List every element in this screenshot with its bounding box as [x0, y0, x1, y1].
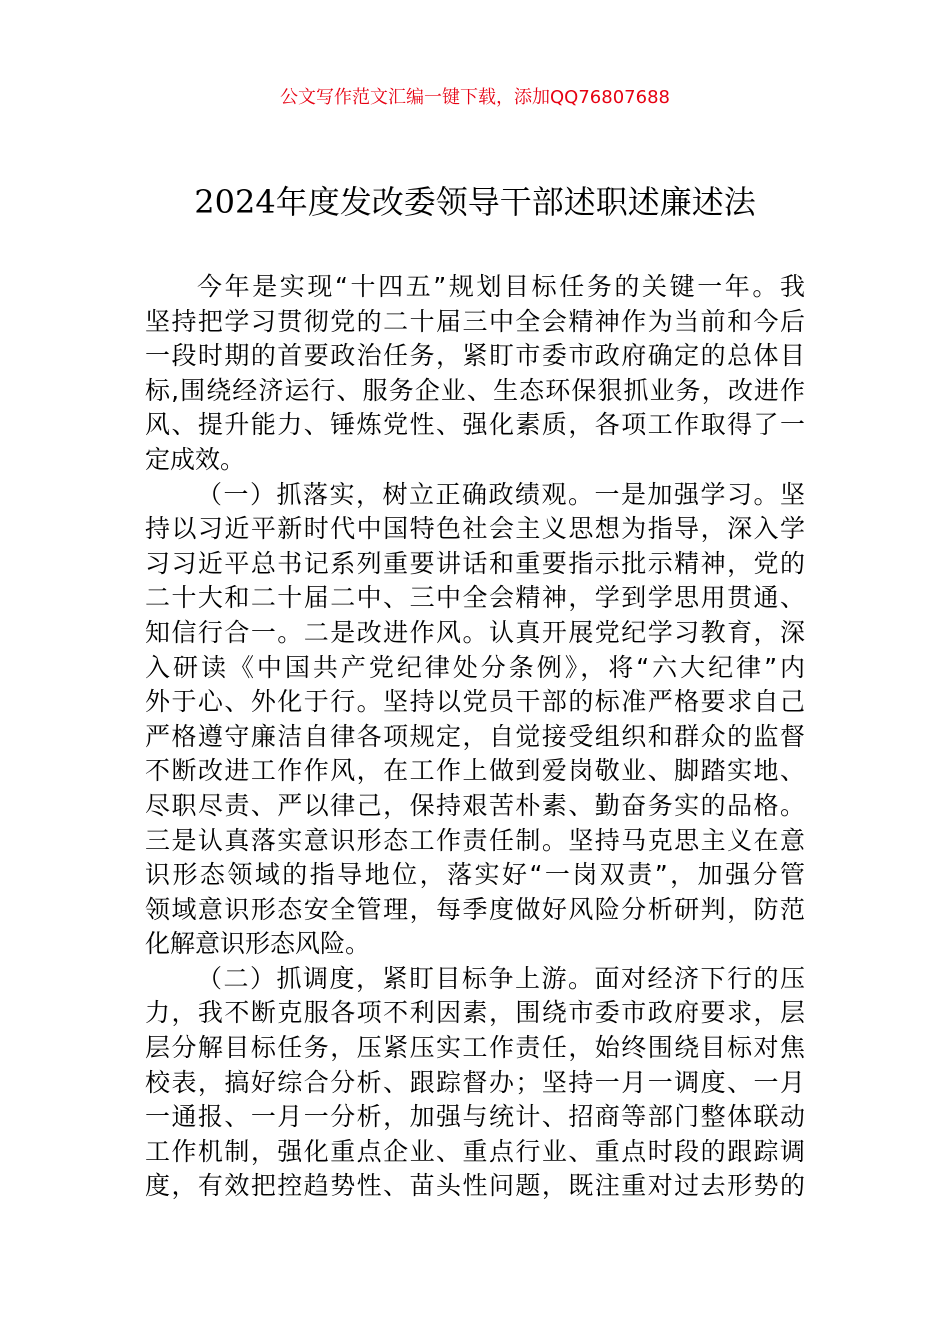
- paragraph-line: 坚持把学习贯彻党的二十届三中全会精神作为当前和今后: [145, 306, 805, 336]
- paragraph-line: 尽职尽责、严以律己，保持艰苦朴素、勤奋务实的品格。: [145, 790, 805, 820]
- paragraph-line: 定成效。: [145, 444, 246, 474]
- paragraph-line: 外于心、外化于行。坚持以党员干部的标准严格要求自己: [145, 687, 805, 717]
- paragraph-line: 一通报、一月一分析，加强与统计、招商等部门整体联动: [145, 1102, 805, 1132]
- paragraph-line: 工作机制，强化重点企业、重点行业、重点时段的跟踪调: [145, 1136, 805, 1166]
- paragraph-line: 二十大和二十届二中、三中全会精神，学到学思用贯通、: [145, 583, 805, 613]
- paragraph-line: 领域意识形态安全管理，每季度做好风险分析研判，防范: [145, 894, 805, 924]
- paragraph-line: 一段时期的首要政治任务，紧盯市委市政府确定的总体目: [145, 341, 805, 371]
- paragraph-line: 不断改进工作作风，在工作上做到爱岗敬业、脚踏实地、: [145, 756, 805, 786]
- paragraph-line: （二）抓调度，紧盯目标争上游。面对经济下行的压: [197, 963, 805, 993]
- document-title: 2024年度发改委领导干部述职述廉述法: [194, 183, 756, 221]
- paragraph: [145, 478, 805, 962]
- paragraph: [145, 962, 805, 1204]
- paragraph-line: 今年是实现“十四五”规划目标任务的关键一年。我: [197, 272, 805, 301]
- paragraph-line: 标,围绕经济运行、服务企业、生态环保狠抓业务，改进作: [145, 375, 805, 405]
- paragraph-line: 持以习近平新时代中国特色社会主义思想为指导，深入学: [145, 514, 805, 544]
- document-body: [145, 270, 805, 1204]
- paragraph-line: 化解意识形态风险。: [145, 929, 371, 959]
- paragraph-line: （一）抓落实，树立正确政绩观。一是加强学习。坚: [197, 479, 805, 509]
- paragraph-line: 度，有效把控趋势性、苗头性问题，既注重对过去形势的: [145, 1171, 805, 1201]
- paragraph-line: 力，我不断克服各项不利因素，围绕市委市政府要求，层: [145, 998, 805, 1028]
- paragraph-line: 习习近平总书记系列重要讲话和重要指示批示精神，党的: [145, 548, 805, 578]
- paragraph-line: 严格遵守廉洁自律各项规定，自觉接受组织和群众的监督: [145, 721, 805, 751]
- paragraph-line: 层分解目标任务，压紧压实工作责任，始终围绕目标对焦: [145, 1033, 805, 1063]
- paragraph: [145, 270, 805, 478]
- download-promo-header: 公文写作范文汇编一键下载，添加QQ76807688: [280, 87, 670, 108]
- paragraph-line: 识形态领域的指导地位，落实好“一岗双责”，加强分管: [145, 860, 805, 890]
- paragraph-line: 入研读《中国共产党纪律处分条例》，将“六大纪律”内: [145, 652, 805, 682]
- paragraph-line: 风、提升能力、锤炼党性、强化素质，各项工作取得了一: [145, 410, 805, 440]
- paragraph-line: 知信行合一。二是改进作风。认真开展党纪学习教育，深: [145, 617, 805, 647]
- paragraph-line: 三是认真落实意识形态工作责任制。坚持马克思主义在意: [145, 825, 805, 855]
- paragraph-line: 校表，搞好综合分析、跟踪督办；坚持一月一调度、一月: [145, 1067, 805, 1097]
